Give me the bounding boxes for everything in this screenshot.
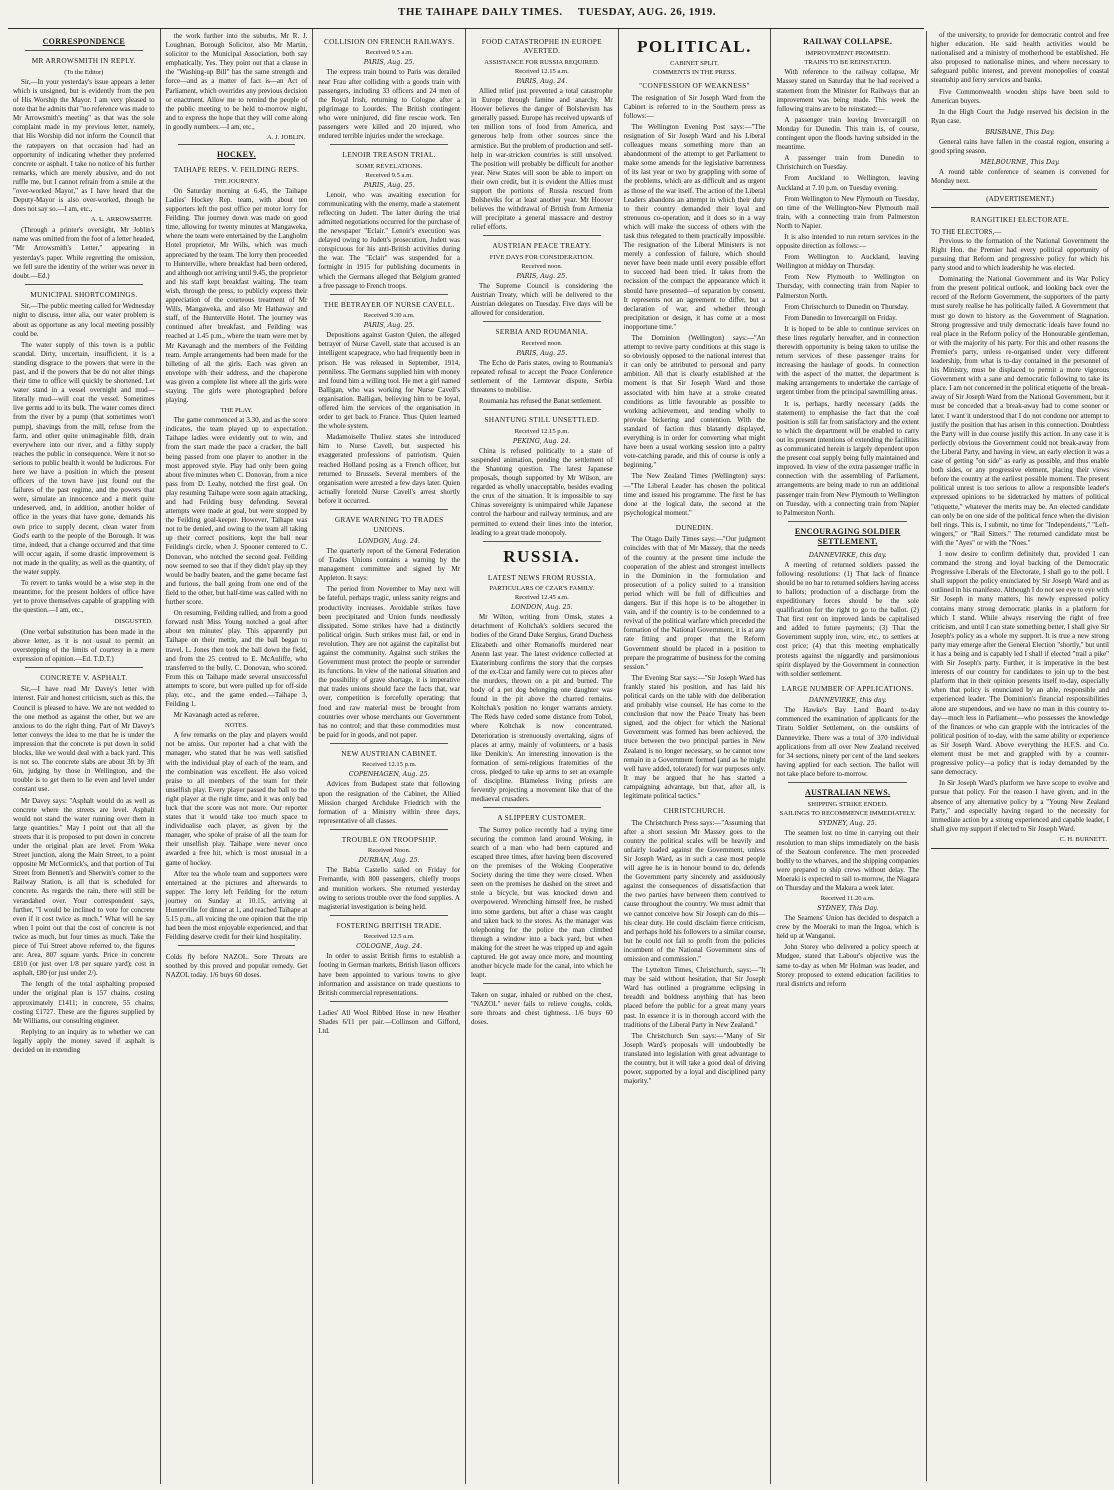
- paragraph: The period from November to May next will be fateful, perhaps tragic, unless sanity reigns and productivity increases. Avoidable strikes have been precipitated and Union funds needlessly dissipated. Some strikes have had a distinctly political origin. Such strikes must fail, or end in revolution. They are not against the capitalist but against the community. Against such strikes the Government must protect the people or surrender its functions. In view of the national situation and the possibility of grave shortage, it is imperative that trades unions should face the facts that, war over, competition is forcefully operating; that food and raw material must be brought from countries over whose merchants our Government has no control; and that these commodities must be paid for in goods, and not paper.: [318, 585, 460, 739]
- paragraph: From Wellington to New Plymouth on Tuesday, on time of the Wellington-New Plymouth mail train, with a connecting train from Palmerston North to Napier.: [776, 194, 919, 230]
- paragraph: The Seamens' Union has decided to despatch a crew by the Moeraki to man the Ingoa, which is held up at Wanganui.: [776, 914, 919, 941]
- paragraph: of the university, to provide for democratic control and free higher education. He said health activities would be nationalised and a ministry of motherhood be established. He also proposed to nationalise mines, and where necessary to safeguard public interest, and prevent monopolies of coastal steamship and ferry services and banks.: [931, 31, 1109, 85]
- received-time: Received 9.5 a.m.: [365, 49, 413, 57]
- headline-collision: COLLISION ON FRENCH RAILWAYS.: [324, 37, 455, 46]
- paragraph: A round table conference of seamen is convened for Monday next.: [931, 168, 1109, 186]
- advertisement: Taken on sugar, inhaled or rubbed on the chest, "NAZOL" never fails to relieve coughs, colds, sore throats and chest tightness. 1/6 buys 60 doses.: [471, 991, 613, 1027]
- paragraph: From Christchurch to Dunedin on Thursday.: [784, 302, 909, 311]
- paragraph: On resuming, Feilding rallied, and from a good forward rush Miss Young notched a goal after about ten minutes' play. This apparently put Taihape on their mettle, and the ball began to travel. L. Jones then took the ball down the field, and from the 25 centred to E. McAuliffe, who transferred to the bully, C. Donovan, who scored. From this on Taihape made several unsuccessful attempts to score, but were pulled up for off-side play, etc., and the game ended.—Taihape 3, Feilding 1.: [165, 609, 308, 709]
- headline-rangitikei: RANGITIKEI ELECTORATE.: [970, 215, 1070, 225]
- headline-slippery-customer: A SLIPPERY CUSTOMER.: [497, 813, 587, 823]
- paragraph: the work further into the suburbs, Mr R. J. Loughnan, Borough Solicitor, also Mr Martin, solicitor to the Municipal Association, both say emphatically, Yes. They point out that a clause in the "Washing-up Bill" has the same strength and force—and as a matter of fact is—an Act of Parliament, which overrides any previous decision or enactment. Allow me to remind the people of the public meeting to be held to-morrow night, and to express the hope that they will come along in goodly numbers.—I am, etc.,: [165, 32, 308, 131]
- salutation: TO THE ELECTORS,—: [931, 227, 1002, 236]
- divider: [330, 743, 448, 744]
- paragraph: The resignation of Sir Joseph Ward from the Cabinet is referred to in the Southern press as follows:—: [623, 93, 766, 120]
- headline-applications: LARGE NUMBER OF APPLICATIONS.: [781, 683, 914, 693]
- divider: [483, 983, 601, 984]
- paragraph: In Sir Joseph Ward's platform we have scope to evolve and pursue that policy. For the reason I have given, and in the absence of any alternative policy by a "Young New Zealand Party," and especially having regard to the necessity for immediate action by a strong experienced and capable leader, I shall give my support if elected to Sir Joseph Ward.: [931, 779, 1109, 833]
- divider: [788, 521, 907, 522]
- dateline: MELBOURNE, This Day.: [980, 158, 1060, 167]
- dateline: DANNEVIRKE, this day.: [808, 550, 887, 559]
- paragraph: The express train bound to Paris was derailed near Frau after colliding with a goods train with passengers, including 33 officers and 24 men of the Royal Irish, returning to Cologne after a pilgrimage to Lourdes. The British contingent who were uninjured, did fine rescue work. Ten passengers were killed and 20 injured, who endured terrible injuries under the wreckage.: [318, 68, 460, 141]
- paragraph: The length of the total asphalting proposed under the original plan is 157 chains, costing approximately £1411; in concrete, 55 chains, costing £1727. These are the figures supplied by Mr Williams, our consulting engineer.: [13, 980, 155, 1025]
- paragraph: The seamen lost no time in carrying out their resolution to man ships immediately on the basis of the Seatoun conference. The men proceeded bodily to the wharves, and the shipping companies were prepared to ship crews without delay. The Moeraki is expected to sail to-morrow, the Niagara on Thursday and the Makura a week later.: [776, 829, 919, 892]
- dateline: PARIS, Aug. 25.: [363, 321, 415, 330]
- subhead: PARTICULARS OF CZAR'S FAMILY.: [489, 585, 595, 593]
- divider: [178, 144, 296, 145]
- headline-australian-news: AUSTRALIAN NEWS.: [805, 788, 891, 798]
- divider: [330, 915, 448, 916]
- divider: [25, 667, 143, 668]
- paragraph: From Auckland to Wellington, leaving Auckland at 7.10 p.m. on Tuesday evening.: [776, 174, 919, 192]
- signature: A. L. ARROWSMITH.: [90, 216, 153, 224]
- paragraph: Allied relief just prevented a total catastrophe in Europe through famine and anarchy. Mr Hoover believes the danger of Bolshevism has generally passed. Europe has received upwards of ten million tons of food from America, and generous help from other sources since the armistice. But the problem of production and self-help in war-stricken countries is still unsolved. The position will probably be difficult for another year. New States will soon be able to import on their own credit, but it is evident the Allies must support the portions of Russia rescued from Bolsheviks for at least another year. Mr Hoover believes the withdrawal of British from Armenia will precipitate a general massacre and destroy relief efforts.: [471, 86, 613, 232]
- paragraph: A meeting of returned soldiers passed the following resolutions: (1) That lack of finance should be no bar to returned soldiers having access to ballots; production of a discharge from the expeditionary forces should be the sole qualification for the right to go to the ballot. (2) That first rent on improved lands be capitalised and added to future payments; (3) That the Government supply iron, wire, etc., to settlers at cost price; (4) that this meeting emphatically protests against the niggardly and parsimonious spirit displayed by the Government in connection with soldier settlement.: [776, 560, 920, 678]
- editor-note: (One verbal substitution has been made in the above letter, as it is not usual to permit an overstepping of the limits of courtesy in a mere expression of opinion.—Ed. T.D.T.): [13, 627, 155, 663]
- subhead: (To the Editor): [64, 68, 104, 76]
- paragraph: The water supply of this town is a public scandal. Dirty, uncertain, insufficient, it is a standing disgrace to the powers that were in the past, and if the powers that be do not alter things their time to office will quickly be shortened. Let water stand in a vessel overnight and mud—literally mud—will coat the vessel. Sometimes live germs add to its bulk. The water comes direct from the river by a pump (that sometimes won't pump), shavings from the mill, refuse from the farm, and other quite unimaginable filth, drain everywhere into our river, and a filthy supply reaches the public in consequence. Were it not so serious to public health it would be ludicrous. For here we have a position in which the present officers of the town have just found out the failures of the past regime, and the powers that were, simulate an innocence and a merit quite undeserved, and, in addition, another holder of office in the years that have gone, demands his own price to supply decent, clean water from God's earth to the people of the Borough. It was time, indeed, that a change occurred and that time will occur again, if some drastic improvement is not made in the quality, as well as the quantity, of the water supply.: [13, 340, 155, 577]
- newspaper-page: [8, 28, 924, 1485]
- divider: [25, 284, 143, 285]
- headline-austrian-treaty: AUSTRIAN PEACE TREATY.: [492, 241, 592, 251]
- dateline: BRISBANE, This Day.: [985, 127, 1055, 136]
- paragraph: The Hawke's Bay Land Board to-day commenced the examination of applicants for the Tiratu Soldier Settlement, on the outskirts of Dannevirke. There was a total of 370 individual applications from all over New Zealand received for 34 sections, ninety per cent of the land seekers having applied for each section. The ballot will not take place before to-morrow.: [776, 706, 919, 778]
- subhead: SOME REVELATIONS.: [356, 162, 423, 170]
- dateline: SYDNEY, This Day.: [817, 904, 879, 913]
- paragraph: The Evening Star says:—"Sir Joseph Ward has frankly stated his position, and has laid his political cards on the table with due deliberation and probably wise counsel. He has come to the conclusion that now the Peace Treaty has been signed, and the object for which the National Government was formed has been achieved, the truce between the two principal parties in New Zealand is no longer necessary, so he cannot now remain in a Government formed (and as he might well have added, tolerated) for war purposes only. It may be argued that he has started a campaigning advantage, but that, after all, is legitimate political tactics.": [623, 673, 766, 800]
- dateline: PARIS, Aug. 25.: [363, 58, 415, 67]
- headline-municipal: MUNICIPAL SHORTCOMINGS.: [30, 289, 138, 299]
- paragraph: Previous to the formation of the National Government the Right Hon. the Premier had every political opportunity of pursuing that Reform and progressive policy for which his party stood and to which leadership he was elected.: [931, 236, 1109, 273]
- paragraph: Roumania has refused the Banat settlement.: [479, 397, 602, 406]
- subhead: IMPROVEMENT PROMISED.: [805, 50, 891, 58]
- paragraph: Sir,—In your yesterday's issue appears a letter which is unsigned, but is evidently from the pen of His Worship the Mayor. I am very pleased to note that he admits that "no reference was made to Mr Arrowsmith's meeting" as that was the sole complaint made in my previous letter, namely, that His Worship did not inform the Council that the ratepayers on that occasion had had an opportunity of indicating whether they preferred concrete or asphalt. I take no notice of his further remarks, which are merely abusive, and do not ruffle me, but I cannot refrain from a smile at the "over-worked Mayor," as I have heard that the Deputy-Mayor is also over-worked, though he does not say so.—I am, etc.,: [13, 77, 155, 214]
- headline-soldier-settlement: ENCOURAGING SOLDIER SETTLEMENT.: [794, 526, 901, 547]
- subhead: THE PLAY.: [220, 407, 253, 415]
- paragraph: To revert to tanks would be a wise step in the meantime, for the present holders of office have yet to prove themselves capable of grappling with the question.—I am, etc.,: [13, 579, 155, 615]
- paragraph: Replying to an inquiry as to whether we can legally apply the money saved if asphalt is decided on in extending: [13, 1027, 155, 1055]
- subhead: THE JOURNEY.: [213, 177, 260, 185]
- headline-railway-collapse: RAILWAY COLLAPSE.: [803, 37, 893, 46]
- paragraph: China is refused politically to a state of suspended animation, pending the settlement of the Shantung question. The latest Japanese proposals, though supported by Mr Wilson, are regarded as wholly unacceptable, besides evading the crux of the situation. It is impossible to say Chinas sovereignty is unimpaired while Japanese control the harbour and railway terminus, and are permitted to extend their lines into the interior, leading to a great trade monopoly.: [471, 446, 613, 537]
- headline-british-trade: FOSTERING BRITISH TRADE.: [336, 920, 442, 930]
- headline-serbia-roumania: SERBIA AND ROUMANIA.: [495, 327, 589, 337]
- advertisement: Colds fly before NAZOL. Sore Throats are soothed by this proved and popular remedy. Get NAZOL today. 1/6 buys 60 doses.: [165, 953, 308, 980]
- column-2: [161, 29, 314, 1484]
- dateline: LONDON, Aug. 25.: [510, 603, 573, 612]
- paragraph: Sir,—I have read Mr Davey's letter with interest. Fair and honest criticism, such as this, the Council is pleased to have. We are not wedded to the one method as against the other, but we are anxious to do the right thing. Part of Mr Davey's letter conveys the idea to me that he is under the impression that the concrete is put down in solid blocks, like we would deal with a back yard. This is not so. The concrete slabs are about 3ft by 3ft 6in, judging by those in Wellington, and the trouble is to get them to lie even and level under constant use.: [13, 685, 155, 794]
- headline-hockey: HOCKEY.: [217, 150, 256, 160]
- paragraph: The Babia Castello sailed on Friday for Fremantle, with 800 passengers, chiefly troops and munition workers. She returned yesterday owing to serious trouble over the food supplies. A magisterial investigation is being held.: [318, 866, 460, 911]
- dateline: PARIS, Aug. 24.: [516, 76, 568, 85]
- paragraph: Advices from Budapest state that following upon the resignation of the Cabinet, the Allied Mission charged Archduke Friedrich with the formation of a Ministry within three days, representative of all classes.: [318, 780, 460, 825]
- paragraph: A passenger train from Dunedin to Christchurch on Tuesday.: [776, 154, 919, 172]
- paragraph: Madamoiselle Thuliez states she introduced him to Nurse Cavell, but suspected his exaggerated professions of patriotism. Quien reached Holland posing as a French officer, but returned to Brussels. Several members of the organisation were arrested a few days later. Quien actually foretold Nurse Cavell's arrest shortly before it occurred.: [318, 433, 460, 505]
- divider: [330, 144, 448, 145]
- paragraph: Five Commonwealth wooden ships have been sold to American buyers.: [931, 87, 1109, 105]
- paragraph: The Otago Daily Times says:—"Our judgment coincides with that of Mr Massey, that the needs of the country at the present time include the cooperation of the ablest and strongest intellects in the Dominion in the formulation and prosecution of a policy suited to a transition period which will be full of difficulties and dangers. But if this hope is to be altogether in vain, and if the country is to be condemned to a revival of the political warfare which preceded the formation of the National Government, it is at any rate fitting and proper that the Reform Government should be placed in a position to prepare the programme of business for the coming session.": [623, 535, 766, 671]
- paragraph: Lenoir, who was awaiting execution for communicating with the enemy, made a statement reflecting on Judett. The latter during the trial admitted negotiations occurred for the purchase of the newspaper "Eclair." Lenoir's execution was delayed owing to Judett's prosecution, Judett was conspicuous for his anti-British activities during the war. The "Eclair" was suspended for a fortnight in 1915 for publishing documents in which the Germans alleged that Belgium granted a free passage to French troops.: [318, 190, 460, 290]
- headline-political: POLITICAL.: [637, 37, 752, 56]
- paragraph: The Wellington Evening Post says:—"The resignation of Sir Joseph Ward and his Liberal colleagues means something more than an abandonment of the attempt to get Parliament to make some amends for the legislative barrenness of its last year or two by grappling with some of the problems, which are as difficult and as urgent as those of the war itself. The action of the Liberal Leaders abandons an attempt in which their duty to their country demanded their loyal and strenuous co-operation, and it does so in a way which will make the success of others with the task thus relegated to them practically impossible. The resignation of the Liberal Ministers is not merely a confession of failure, which should never have been made until every possible effort to succeed had been tried. It takes from the recission of the compact the appearance which it should have presented—of separation by consent. It represents not an agreement to differ, but a declaration of war, and whether through precipitation or design, it has come at a most inopportune time.": [623, 122, 766, 331]
- signature: A. J. JOBLIN.: [267, 134, 306, 142]
- paragraph: It is hoped to be able to continue services on these lines regularly hereafter, and in connection therewith opportunity is being taken to utilise the return services of these passenger trains for increasing the haulage of goods. In connection with the aspect of the matter, the department is making arrangements to undertake the carriage of urgent timber from the principal sawmilling areas.: [776, 324, 919, 397]
- headline-christchurch: CHRISTCHURCH.: [663, 806, 726, 816]
- newspaper-title: THE TAIHAPE DAILY TIMES.: [397, 6, 563, 18]
- paragraph: The Surrey police recently had a trying time securing the common land around Woking, in search of a man who had been captured and escaped three times, after having been discovered on the premises of the Woking Cooperative Society during the time they were closed. When seen on the premises he dashed on the street and stole a bicycle, but was knocked down and overpowered. Wrenching himself free, he rushed into some gardens, but after a chase was caught and taken back to the stores. As the manager was telephoning for the police the man climbed through a window into a back yard, but when making for the street he was tripped up and again captured. He got away once more, and mounting another bicycle made for the canal, into which he leapt.: [471, 825, 613, 980]
- received-time: Received noon.: [521, 339, 563, 347]
- subhead: SAILINGS TO RECOMMENCE IMMEDIATELY.: [779, 810, 916, 818]
- paragraph: Mr Wilton, writing from Omsk, states a detachment of Koltchak's soldiers secured the bodies of the Grand Duke Sergius, Grand Duchess Elizabeth and other Romanoffs murdered near Anenn last year. The latest evidence collected at Ekaterinburg confirms the story that the corpses of the ex-Czar and family were cut to pieces after the murders, thrown on a pit and burned. The body of a pet dog belonging one daughter was found in the pit above the charred remains. Koltchak's position no longer warrants anxiety. The Reds have ceded some distance from Tobol, where Koltchak is now concentrated. Deterioration is strenuously overtaking, signs of places at army, mainly of volunteers, or a basis like Denikin's. An interesting innovation is the formation of semi-religious fraternities of the cross, pledged to take up arms to set an example of discipline. Blameless living priests are fervently projecting a movement like that of the mediaeval crusaders.: [471, 613, 613, 804]
- paragraph: On Saturday morning at 6.45, the Taihape Ladies' Hockey Rep. team, with about ten supporters left the post office per motor lorry for Feilding. The journey down was made on good time, allowing for twenty minutes at Mangaweka, where the team were entertained by the Langholm Hotel proprietor, Mr Wills, which was much appreciated by the team. The lorry then proceeded to Hunterville, where breakfast had been ordered, and although not arriving until 9.45, the proprietor and his staff kept breakfast waiting. The team wish, through the press, to publicly express their appreciation of the courteous treatment of Mr Wills, Mangaweka, and also Mr Hathaway and staff, of the Hunterville Hotel. The journey was continued after breakfast, and Feilding was reached at 1.45 p.m., where the team were met by Mr Kavanagh and the members of the Feilding team. Ample arrangements had been made for the billeting of all the girls. Each was given an envelope with their address, and the chaperone was given a complete list where all the girls were staying. The girls were photographed before playing.: [165, 186, 308, 405]
- subhead: SHIPPING STRIKE ENDED.: [807, 801, 888, 809]
- headline-trades-unions: GRAVE WARNING TO TRADES UNIONS.: [334, 515, 444, 534]
- received-time: Received 12.15 p.m.: [361, 761, 417, 769]
- column-1: [8, 29, 161, 1484]
- subhead: TRAINS TO BE REINSTATED.: [804, 59, 892, 67]
- paragraph: In order to assist British firms to establish a footing in German markets, British liason officers have been appointed to various towns to give information and assistance on trade questions to British commercial representations.: [318, 952, 460, 997]
- paragraph: The Christchurch Sun says:—"Many of Sir Joseph Ward's proposals will undoubtedly be translated into legislation with great advantage to the country, but it will take a good deal of driving power, supported by a loyal and disciplined party majority.": [623, 1031, 766, 1086]
- paragraph: Depositions against Gaston Quien, the alleged betrayer of Nurse Cavell, state that accused is an intelligent scapegrace, who had frequently been in prison. He was released in September, 1914, penniless. The Germans supplied him with money and found him a willing tool. He met a girl named Balligan, who was working for Nurse Cavell's organisation. Balligan, believing him to be loyal, offered him the services of the organisation in order to get back to France. Thus Quien learned the whole system.: [318, 331, 460, 431]
- dateline: PARIS, Aug. 25.: [516, 348, 568, 357]
- headline-arrowsmith: MR ARROWSMITH IN REPLY.: [31, 56, 136, 66]
- paragraph: After tea the whole team and supporters were entertained at the pictures and afterwards to supper. The lorry left Feilding for the return journey on Sunday at 10.15, arriving at Hunterville for dinner at 1, and reached Taihape at 5.15 p.m., all voicing the one opinion that the trip had been the most enjoyable experienced, and that Feilding deserve credit for their kind hospitality.: [165, 869, 308, 942]
- paragraph: John Storey who delivered a policy speech at Mudgee, stated that Labour's objective was the same to-day as when Mr Holman was leader, and Storey proposed to extend education facilities to rural districts and reform: [776, 943, 919, 988]
- subhead: COMMENTS IN THE PRESS.: [652, 69, 737, 77]
- paragraph: Dominating the National Government and its War Policy from the present political outlook, and looking back over the record of the Reform Government, the supporters of the party must surely realise he has politically failed. A Government that must go down to history as the Government of Stagnation. Strong progressive and truly democratic ideals have found no real place in the Reform policy of the Honourable gentleman, or with the majority of his party. For this and other reasons the Premier's party, unless re-organised under very different leadership, from what is to-day contained in the personnel of his Ministry, must be displaced to permit a more vigorous Government with a sane and democratic following to take its place. I am not concerned in the political etiquette of the break-away of Sir Joseph Ward from the National Government, but it must be conceded that a break-away had to come sooner or later. I want it understood that I do not condone nor attempt to justify the position that has arisen in this connection. Doubtless the Party will in due course justify this action. In any case it is perfectly obvious the Government could not break-away from the Liberal Party, and having in view, an early election it was a case of getting "on side" as early as possible, and thus enable both sides, or any progressive element, placing their views before the country at the earliest possible moment. The present political unrest is too serious to allow a responsible leader's expressed opinions to be sidetracked by matters of political "etiquette," whatever the merits may be. An elected candidate can only be on one side of the political fence when the division bell rings. This is, I submit, no time for "Independents," "Left-wingers," or "Rail Sitters." The returned candidate must be with the "Ayes" or with the "Noes.": [931, 275, 1109, 547]
- editor-note: (Through a printer's oversight, Mr Joblin's name was omitted from the foot of a letter headed, "Mr Arrowsmith's Letter," appearing in yesterday's paper. While regretting the omission, we fell sure the identity of the writer was never in doubt.—Ed.): [13, 226, 155, 280]
- paragraph: The Christchurch Press says:—"Assuming that after a short session Mr Massey goes to the country the political scales will be heavily and unfairly loaded against the Government, unless Sir Joseph Ward, as in such a case most people will agree he is in honour bound to do, defends the Government party sincerely and assiduously against the consequences of dissatisfaction that the two parties have between them contrived to cause throughout the country. We must admit that we cannot conceive how Sir Joseph can do this—his clear duty. He could disclaim fierce criticism, and perhaps hold his followers to a similar course, but he could not fail to profit from the policies incumbent of the National Government sins of omission and commission.": [623, 818, 766, 963]
- paragraph: With reference to the railway collapse, Mr Massey stated on Saturday that he had received a statement from the Minister for Railways that an improvement was being made. This week the following trains are to be reinstated:—: [776, 68, 919, 113]
- divider: [330, 294, 448, 295]
- received-time: Received 9.30 a.m.: [363, 312, 415, 320]
- section-heading-correspondence: CORRESPONDENCE: [42, 37, 126, 46]
- headline-food-catastrophe: FOOD CATASTROPHE IN EUROPE AVERTED.: [481, 37, 602, 56]
- headline-lenoir: LENOIR TREASON TRIAL.: [342, 150, 436, 160]
- received-time: Received Noon.: [367, 847, 411, 855]
- paragraph: The Supreme Council is considering the Austrian Treaty, which will be delivered to the Austrian delegates on Tuesday. Five days will be allowed for consideration.: [471, 281, 613, 318]
- paragraph: The New Zealand Times (Wellington) says:—"The Liberal Leader has chosen the political time and issued his programme. The first he has done at the logical date, the second at the psychological moment.": [623, 472, 766, 517]
- divider: [943, 189, 1097, 190]
- advertisement-box: [931, 207, 1109, 849]
- divider: [178, 945, 296, 946]
- paragraph: A passenger train leaving Invercargill on Monday for Dunedin. This train is, of course, contingent upon the floods having subsided in the meantime.: [776, 115, 919, 152]
- received-time: Received 12.15 p.m.: [514, 427, 570, 435]
- dateline: COPENHAGEN, Aug. 25.: [348, 770, 430, 779]
- received-time: Received 9.5 a.m.: [365, 171, 413, 179]
- advertisement: Ladies' All Wool Ribbed Hose in new Heather Shades 6/11 per pair.—Collinson and Gifford, Ltd.: [318, 1008, 460, 1035]
- column-5: [619, 29, 772, 1484]
- dateline: PARIS, Aug. 25.: [516, 271, 568, 280]
- column-7: [926, 31, 1113, 1481]
- paragraph: Mr Kavanagh acted as referee.: [173, 711, 260, 720]
- paragraph: From Dunedin to Invercargill on Friday.: [784, 313, 897, 322]
- subhead: TAIHAPE REPS. V. FEILDING REPS.: [173, 165, 300, 175]
- divider: [330, 829, 448, 830]
- subhead: ASSISTANCE FOR RUSSIA REQUIRED.: [484, 58, 600, 66]
- divider: [25, 50, 143, 51]
- received-time: Received 11.20 a.m.: [820, 895, 875, 903]
- headline-austrian-cabinet: NEW AUSTRIAN CABINET.: [341, 748, 438, 758]
- paragraph: The Lyttelton Times, Christchurch, says:—"It may be said without hesitation, that Sir Joseph Ward has outlined a programme eclipsing in breadth and boldness anything that has been placed before the public for a great many years past. In essence it is in thorough accord with the traditions of the Liberal Party in New Zealand.": [623, 966, 766, 1029]
- headline-concrete: CONCRETE V. ASPHALT.: [40, 672, 128, 682]
- divider: [483, 321, 601, 322]
- column-3: [313, 29, 466, 1484]
- dateline: DANNEVIRKE, this day.: [808, 696, 887, 705]
- divider: [483, 807, 601, 808]
- paragraph: The quarterly report of the General Federation of Trades Unions contains a warning by the management committee and signed by Mr Appleton. It says:: [318, 546, 460, 583]
- divider: [483, 541, 601, 542]
- signature: C. H. BURNETT.: [1059, 835, 1107, 843]
- divider: [330, 1001, 448, 1002]
- column-6: [771, 29, 924, 1484]
- paragraph: It is also intended to run return services in the opposite direction as follows:—: [776, 232, 919, 251]
- divider: [483, 235, 601, 236]
- headline-troopship: TROUBLE ON TROOPSHIP.: [341, 834, 437, 844]
- issue-date: TUESDAY, AUG. 26, 1919.: [577, 6, 716, 18]
- divider: [483, 409, 601, 410]
- advertisement-label: (ADVERTISEMENT.): [986, 194, 1054, 204]
- dateline: DURBAN, Aug. 25.: [358, 856, 420, 865]
- subhead: LATEST NEWS FROM RUSSIA.: [487, 572, 596, 582]
- dateline: PEKING, Aug. 24.: [512, 436, 571, 445]
- headline-dunedin: DUNEDIN.: [675, 522, 714, 532]
- paragraph: From New Plymouth to Wellington on Thursday, with connecting train from Napier to Palmerston North.: [776, 273, 919, 300]
- paragraph: The game commenced at 3.30, and as the score indicates, the team played up to expectation. Taihape ladies were evidently out to win, and from the start made the pace a cracker, the ball being passed from one player to another in the most approved style. Play had only been going about five minutes when C. Donovan, from a nice pass from D. Leahy, notched the first goal. On play resuming Taihape were soon again attacking, and had Feilding busy defending. Several attempts were made at goal, but were stopped by the Feilding goal-keeper. However, Taihape was not to be denied, and owing to the team all taking up their correct positions, kept the ball near Feilding's circle, when J. Spooner centered to C. Donovan, who notched the second goal. Feilding now seemed to see that if they didn't play up they would be badly beaten, and the game became fast and furious, the ball going from one end of the field to the other, but half-time was called with no further score.: [165, 416, 308, 607]
- subhead: NOTES.: [225, 722, 248, 730]
- headline-russia: RUSSIA.: [503, 546, 581, 566]
- paragraph: In the High Court the Judge reserved his decision in the Ryan case.: [931, 107, 1109, 125]
- paragraph: From Wellington to Auckland, leaving Wellington at midday on Thursday.: [776, 253, 919, 271]
- paragraph: It is, perhaps, hardly necessary (adds the statement) to emphasise the fact that the coal position is still far from satisfactory and the extent to which the department will be enabled to carry out its present intentions of extending the facilities as communicated herein is largely dependent upon the present coal supply being fully maintained and improved. In view of the extra passenger traffic in connection with the assembling of Parliament, arrangements are being made to run an additional passenger train from New Plymouth to Wellington on Tuesday, with a connecting train from Napier to Palmerston North.: [776, 399, 919, 517]
- divider: [788, 782, 907, 783]
- received-time: Received 12.45 a.m.: [514, 594, 569, 602]
- paragraph: I now desire to confirm definitely that, provided I can command the strong and loyal backing of the Democratic Progressive Liberals of the Electorate, I shall go to the poll. I shall support the policy enunciated by Sir Joseph Ward and as outlined in his manifesto. Although I do not see eye to eye with Sir Joseph in many matters, his newly expressed policy contains many strong democratic planks in a platform for which I stand. While always reserving the right of free criticism, and until I can state something better, I shall give Sir Joseph's policy as a whole my support. It is true a new strong party may emerge after the General Election "shortly," but until it has a being and is capably led I shall if elected "trail a pike" with Sir Joseph's party. Further, it is imperative in the best interests of our country for candidates to join up to the best platform that in their opinion presents itself to-day, especially when that policy is enunciated by an able, responsible and experienced leader. The Dominion's financial responsibilities alone are stupendous, and we have no man in this country to-day—much less in Parliament—who possesses the knowledge of the finances or who can grapple with the intricacies of the political position of to-day, with the same ability or experience as Sir Joseph Ward. Above everything the H.F.S. and Co. element must be met and grappled with by a counter-progressive policy—a policy that is today demanded by the sane democracy.: [931, 549, 1109, 777]
- received-time: Received noon.: [521, 262, 563, 270]
- column-4: [466, 29, 619, 1484]
- paragraph: Sir,—The public meeting called for Wednesday night to discuss, inter alia, our water problem is about as opportune as any local meeting possibly could be.: [13, 302, 155, 338]
- masthead: [0, 0, 1114, 24]
- received-time: Received 12.5 a.m.: [363, 933, 415, 941]
- paragraph: General rains have fallen in the coastal region, ensuring a good spring season.: [931, 137, 1109, 156]
- subhead: "CONFESSION OF WEAKNESS": [639, 81, 750, 91]
- paragraph: A few remarks on the play and players would not be amiss. Our reporter had a chat with the manager, who stated that he was well satisfied with the individual play of each of the team, and the combination was excellent. He also voiced praise to all members of the team for their unselfish play. Every player passed the ball to the right player at the right time, and it was only bad luck that the score was not more. Our reporter states that it would take too much space to individualise each player, as given by the manager, who spoke of praise of all the team for their unselfish play. Taihape were never once awarded a free hit, which is most unusual in a game of hockey.: [165, 731, 308, 867]
- subhead: FIVE DAYS FOR CONSIDERATION.: [489, 253, 594, 261]
- headline-cavell: THE BETRAYER OF NURSE CAVELL.: [323, 299, 455, 309]
- paragraph: Mr Davey says: "Asphalt would do as well as concrete where the streets are level. Asphalt would not stand the water running over them in large quantities." May I point out that all the streets that it is proposed to put down in concrete under the original plan are level. From Weka Street junction, along the Main Street, to a point opposite Mr McCormick's, and that portion of Tui Street from Bennett's and Sherwin's corner to the Railway Station, is all that is scheduled for concrete. As regards the rain, there will still be verandahed over. Your correspondent says, further, "I would be inclined to vote for concrete even if it cost twice as much." What will he say when I point out that the cost of concrete is not twice as much, but four times as much. Take the piece of Tui Street above referred to, the figures are: Area, 807 square yards. Price in concrete £810 (or just over 1/8 per square yard); cost in asphalt, £80 (or just under 2/).: [13, 796, 155, 978]
- subhead: CABINET SPLIT.: [670, 60, 719, 68]
- dateline: PARIS, Aug. 25.: [363, 180, 415, 189]
- dateline: LONDON, Aug. 24.: [358, 536, 421, 545]
- divider: [330, 509, 448, 510]
- headline-shantung: SHANTUNG STILL UNSETTLED.: [484, 415, 600, 425]
- paragraph: The Echo de Paris states, owing to Roumania's repeated refusal to accept the Peace Conference settlement of the Lemtevar dispute, Serbia threatens to mobilise.: [471, 358, 613, 395]
- received-time: Received 12.15 a.m.: [514, 67, 569, 75]
- signature: DISGUSTED.: [114, 617, 153, 625]
- dateline: SYDNEY, Aug. 25.: [818, 819, 877, 828]
- paragraph: The Dominion (Wellington) says:—"An attempt to revive party conditions at this stage is so obviously opposed to the national interest that it can only be attributed to personal and party ambition. All that is clearly established at the moment is that Sir Joseph Ward and those associated with him have at a stroke created conditions as little favourable as possible to working achievement, and tending wholly to provoke bickering and contention. With the standard of faction thus blatantly displayed, everything is in order for converting what might have been a usual working session into a paltry vote-catching parade, and this of course is only a beginning.": [623, 334, 766, 470]
- dateline: COLOGNE, Aug. 24.: [356, 942, 423, 951]
